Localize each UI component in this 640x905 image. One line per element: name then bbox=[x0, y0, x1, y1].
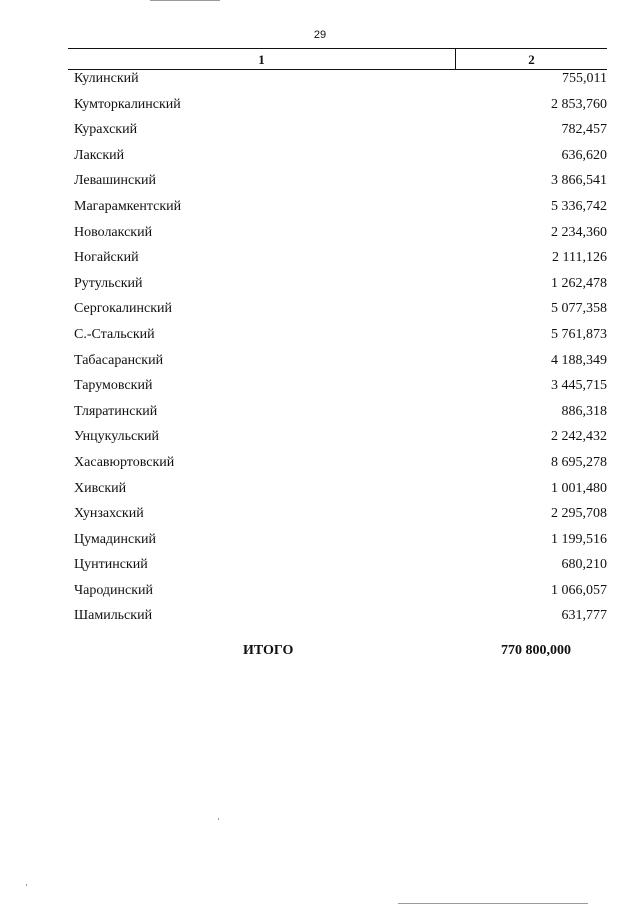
table-row bbox=[68, 198, 607, 224]
table-row bbox=[68, 96, 607, 122]
allocation-table bbox=[68, 48, 607, 633]
district-name: Тарумовский bbox=[74, 378, 153, 394]
district-value: 782,457 bbox=[561, 122, 607, 138]
district-name: Левашинский bbox=[74, 173, 157, 189]
district-value: 1 199,516 bbox=[551, 531, 607, 547]
scan-mark bbox=[218, 818, 219, 820]
district-name: Чародинский bbox=[74, 582, 154, 598]
district-value: 1 001,480 bbox=[551, 480, 607, 496]
district-value: 631,777 bbox=[561, 608, 607, 624]
district-value: 5 336,742 bbox=[551, 198, 607, 214]
table-body bbox=[68, 70, 607, 633]
table-row bbox=[68, 275, 607, 301]
table-row bbox=[68, 454, 607, 480]
district-value: 2 242,432 bbox=[551, 429, 607, 445]
district-name: Хунзахский bbox=[74, 506, 144, 522]
district-name: Табасаранский bbox=[74, 352, 164, 368]
district-value: 5 761,873 bbox=[551, 326, 607, 342]
table-row bbox=[68, 172, 607, 198]
table-row bbox=[68, 147, 607, 173]
district-value: 755,011 bbox=[562, 71, 607, 86]
district-name: Рутульский bbox=[74, 275, 143, 291]
table-row bbox=[68, 352, 607, 378]
district-name: Курахский bbox=[74, 122, 138, 138]
page-number: 29 bbox=[313, 29, 327, 41]
district-value: 2 111,126 bbox=[552, 250, 607, 266]
table-row bbox=[68, 480, 607, 506]
table-row bbox=[68, 121, 607, 147]
district-value: 3 866,541 bbox=[551, 173, 607, 189]
district-name: Кумторкалинский bbox=[74, 96, 181, 112]
district-value: 2 853,760 bbox=[551, 96, 607, 112]
table-row bbox=[68, 326, 607, 352]
column-header-1: 1 bbox=[258, 52, 265, 67]
district-name: Лакский bbox=[74, 147, 125, 163]
district-value: 1 262,478 bbox=[551, 275, 607, 291]
table-row bbox=[68, 300, 607, 326]
district-value: 636,620 bbox=[561, 147, 607, 163]
district-name: Цунтинский bbox=[74, 557, 148, 573]
table-row bbox=[68, 224, 607, 250]
table-row bbox=[68, 556, 607, 582]
table-row bbox=[68, 582, 607, 608]
column-header-2: 2 bbox=[528, 52, 535, 67]
district-value: 3 445,715 bbox=[551, 378, 607, 394]
district-name: Шамильский bbox=[74, 608, 153, 624]
district-value: 2 295,708 bbox=[551, 506, 607, 522]
district-name: Хивский bbox=[74, 480, 127, 496]
district-name: Тляратинский bbox=[74, 403, 158, 419]
district-name: Магарамкентский bbox=[74, 198, 182, 214]
district-name: Хасавюртовский bbox=[74, 454, 175, 470]
district-value: 886,318 bbox=[561, 403, 607, 419]
table-row bbox=[68, 403, 607, 429]
district-name: Новолакский bbox=[74, 224, 153, 240]
table-row bbox=[68, 505, 607, 531]
table-row bbox=[68, 531, 607, 557]
district-name: Ногайский bbox=[74, 250, 139, 266]
district-name: С.-Стальский bbox=[74, 326, 155, 342]
total-label: ИТОГО bbox=[243, 643, 294, 658]
district-value: 1 066,057 bbox=[551, 582, 607, 598]
district-value: 680,210 bbox=[561, 557, 607, 573]
scan-mark bbox=[26, 884, 27, 886]
district-value: 2 234,360 bbox=[551, 224, 607, 240]
district-name: Кулинский bbox=[74, 71, 139, 86]
district-name: Унцукульский bbox=[74, 429, 160, 445]
table-row bbox=[68, 377, 607, 403]
district-name: Сергокалинский bbox=[74, 301, 173, 317]
table-row bbox=[68, 70, 607, 96]
table-row bbox=[68, 428, 607, 454]
district-value: 4 188,349 bbox=[551, 352, 607, 368]
total-row bbox=[0, 643, 640, 663]
table-row bbox=[68, 607, 607, 633]
scan-mark bbox=[398, 903, 588, 904]
district-value: 5 077,358 bbox=[551, 301, 607, 317]
district-name: Цумадинский bbox=[74, 531, 157, 547]
scan-mark bbox=[150, 0, 220, 1]
table-row bbox=[68, 249, 607, 275]
total-value: 770 800,000 bbox=[501, 643, 571, 658]
table-header bbox=[68, 48, 607, 70]
district-value: 8 695,278 bbox=[551, 454, 607, 470]
